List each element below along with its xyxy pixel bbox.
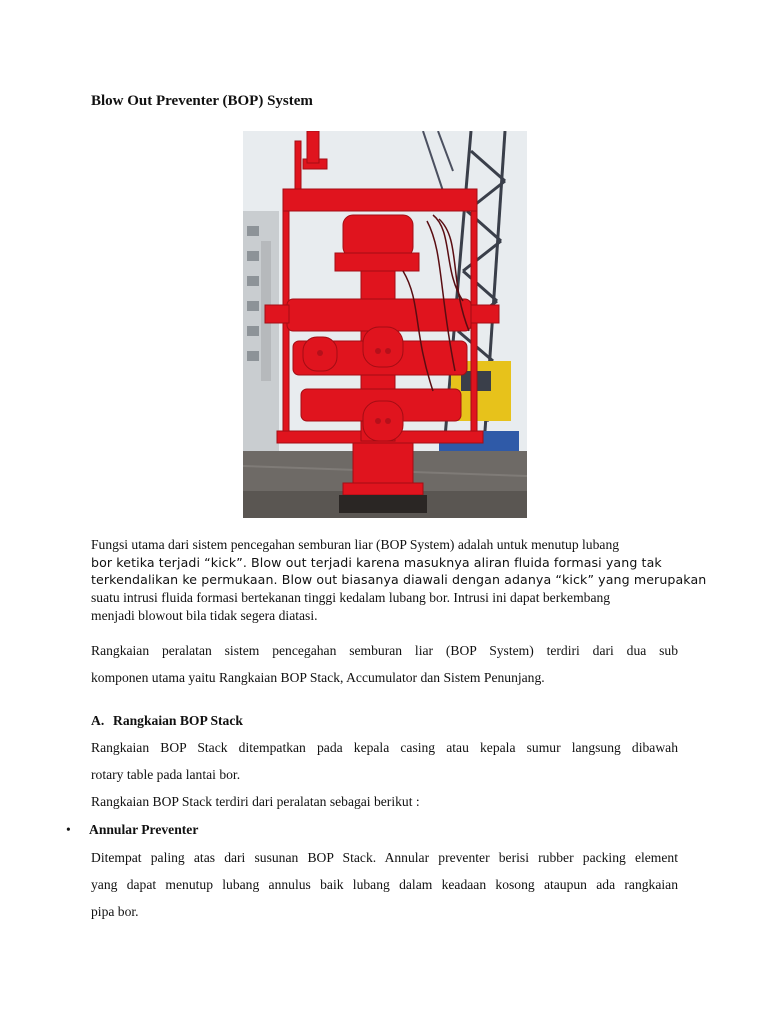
annular-paragraph [91,844,678,925]
section-a-intro: Rangkaian BOP Stack terdiri dari peralatan sebagai berikut : [91,794,420,809]
section-a-heading [91,713,243,729]
bullet-icon: • [66,822,71,837]
bullet-heading: Annular Preventer [89,822,199,837]
annular-line: yang dapat menutup lubang annulus baik lubang dalam keadaan kosong ataupun ada rangkaian [91,877,678,892]
intro-line: bor ketika terjadi “kick”. Blow out terjadi karena masuknya aliran fluida formasi yang tak [91,554,662,570]
components-line: komponen utama yaitu Rangkaian BOP Stack, Accumulator dan Sistem Penunjang. [91,670,545,685]
intro-paragraph [91,536,707,625]
section-a-letter: A. [91,713,105,728]
section-a-line: rotary table pada lantai bor. [91,767,241,782]
intro-line: menjadi blowout bila tidak segera diatasi. [91,607,318,623]
intro-line: terkendalikan ke permukaan. Blow out biasanya diawali dengan adanya “kick” yang merupakan [91,572,707,588]
annular-line: Ditempat paling atas dari susunan BOP Stack. Annular preventer berisi rubber packing element [91,850,678,865]
section-a-title: Rangkaian BOP Stack [113,713,243,728]
annular-line: pipa bor. [91,904,139,919]
section-a-paragraph [91,734,678,815]
bullet-item-annular [66,822,198,838]
bop-stack-photo [243,131,527,518]
bop-stack-illustration [243,131,527,518]
components-line: Rangkaian peralatan sistem pencegahan semburan liar (BOP System) terdiri dari dua sub [91,643,678,658]
intro-line: Fungsi utama dari sistem pencegahan semburan liar (BOP System) adalah untuk menutup lubang [91,537,620,552]
intro-line: suatu intrusi fluida formasi bertekanan tinggi kedalam lubang bor. Intrusi ini dapat berkembang [91,590,611,606]
page-title: Blow Out Preventer (BOP) System [91,93,313,109]
section-a-line: Rangkaian BOP Stack ditempatkan pada kepala casing atau kepala sumur langsung dibawah [91,740,678,755]
components-paragraph [91,637,678,691]
